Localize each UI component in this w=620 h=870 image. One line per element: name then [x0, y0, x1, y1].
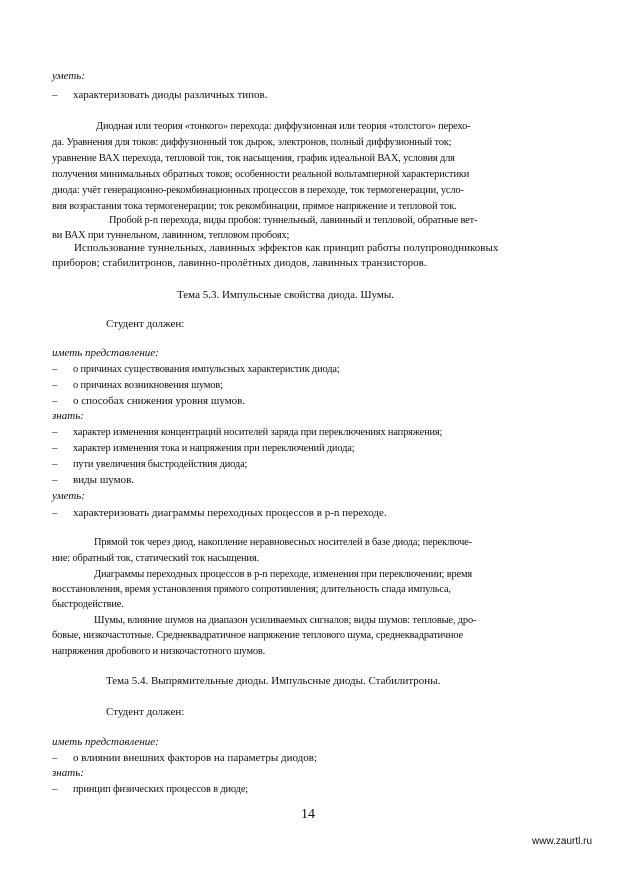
list-item: пути увеличения быстродействия диода;: [73, 459, 248, 470]
page-number: 14: [301, 807, 315, 822]
list-item: о причинах возникновения шумов;: [73, 380, 223, 391]
paragraph-line: вия возрастания тока термогенерации; ток рекомбинации, прямое напряжение и тепловой ток.: [52, 201, 457, 212]
imet-label: иметь представление:: [52, 347, 159, 359]
umet-label: уметь:: [52, 490, 85, 502]
list-item: характер изменения концентраций носителей заряда при переключениях напряжения;: [73, 427, 443, 438]
paragraph-line: Пробой p-n перехода, виды пробоя: туннельный, лавинный и тепловой, обратные вет-: [109, 215, 478, 226]
umet-label: уметь:: [52, 70, 85, 82]
paragraph-line: напряжения дробового и низкочастотного шумов.: [52, 646, 266, 657]
paragraph-line: да. Уравнения для токов: диффузионный ток дырок, электронов, полный диффузионный ток;: [52, 137, 452, 148]
topic-title: Тема 5.3. Импульсные свойства диода. Шумы.: [177, 289, 395, 301]
paragraph-line: быстродействие.: [52, 599, 124, 610]
topic-title: Тема 5.4. Выпрямительные диоды. Импульсные диоды. Стабилитроны.: [106, 675, 441, 687]
bullet-dash: –: [52, 507, 58, 519]
bullet-dash: –: [52, 442, 58, 454]
paragraph-line: Диодная или теория «тонкого» перехода: диффузионная или теория «толстого» перехо-: [96, 121, 471, 132]
list-item: принцип физических процессов в диоде;: [73, 784, 249, 795]
bullet-dash: –: [52, 458, 58, 470]
list-item: о причинах существования импульсных характеристик диода;: [73, 364, 340, 375]
list-item: виды шумов.: [73, 474, 135, 486]
paragraph-line: получения минимальных обратных токов; особенности реальной вольтамперной характеристики: [52, 169, 470, 180]
paragraph-line: диода: учёт генерационно-рекомбинационных процессов в переходе, ток термогенерации, усло-: [52, 185, 464, 196]
paragraph-line: Шумы, влияние шумов на диапазон усиливаемых сигналов; виды шумов: тепловые, дро-: [94, 615, 477, 626]
student-heading: Студент должен:: [106, 318, 185, 330]
bullet-dash: –: [52, 474, 58, 486]
imet-label: иметь представление:: [52, 736, 159, 748]
bullet-dash: –: [52, 783, 58, 795]
paragraph-line: восстановления, время установления прямого сопротивления; длительность спада импульса,: [52, 584, 451, 595]
paragraph-line: приборов; стабилитронов, лавинно-пролётных диодов, лавинных транзисторов.: [52, 257, 427, 269]
list-item: характеризовать диаграммы переходных процессов в p-n переходе.: [73, 507, 387, 519]
paragraph-line: уравнение ВАХ перехода, тепловой ток, ток насыщения, график идеальной ВАХ, условия для: [52, 153, 455, 164]
znat-label: знать:: [52, 410, 84, 422]
bullet-dash: –: [52, 379, 58, 391]
paragraph-line: Использование туннельных, лавинных эффектов как принцип работы полупроводниковых: [74, 242, 499, 254]
paragraph-line: бовые, низкочастотные. Среднеквадратичное напряжение теплового шума, среднеквадратичное: [52, 630, 463, 641]
bullet-dash: –: [52, 752, 58, 764]
list-item: характер изменения тока и напряжения при переключений диода;: [73, 443, 355, 454]
bullet-dash: –: [52, 89, 58, 101]
student-heading: Студент должен:: [106, 706, 185, 718]
list-item: о влиянии внешних факторов на параметры диодов;: [73, 752, 318, 764]
list-item: характеризовать диоды различных типов.: [73, 89, 268, 101]
bullet-dash: –: [52, 395, 58, 407]
bullet-dash: –: [52, 426, 58, 438]
list-item: о способах снижения уровня шумов.: [73, 395, 246, 407]
paragraph-line: ви ВАХ при туннельном, лавинном, тепловом пробоях;: [52, 230, 290, 241]
znat-label: знать:: [52, 767, 84, 779]
bullet-dash: –: [52, 363, 58, 375]
footer-url: www.zaurtl.ru: [532, 836, 593, 847]
paragraph-line: Диаграммы переходных процессов в p-n переходе, изменения при переключении; время: [94, 569, 473, 580]
paragraph-line: Прямой ток через диод, накопление неравновесных носителей в базе диода; переключе-: [94, 537, 472, 548]
paragraph-line: ние: обратный ток, статический ток насыщения.: [52, 553, 259, 564]
